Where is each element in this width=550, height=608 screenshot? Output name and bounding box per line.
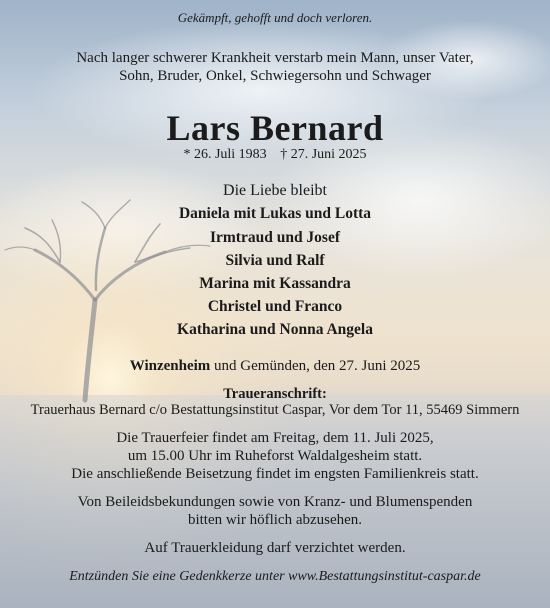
birth-date: * 26. Juli 1983 [183, 147, 267, 162]
mourning-address-title: Traueranschrift: [223, 386, 327, 402]
mourner: Christel und Franco [207, 298, 343, 315]
farewell-phrase: Die Liebe bleibt [223, 182, 327, 199]
memorial-candle-link[interactable]: Entzünden Sie eine Gedenkkerze unter www.Bestattungsinstitut-caspar.de [69, 569, 481, 584]
death-date: † 27. Juni 2025 [280, 147, 367, 162]
deceased-name: Lars Bernard [166, 108, 384, 148]
funeral-line: Die Trauerfeier findet am Freitag, dem 11. Juli 2025, [116, 430, 434, 446]
condolences-line: bitten wir höflich abzusehen. [187, 512, 363, 528]
intro-line: Nach langer schwerer Krankheit verstarb mein Mann, unser Vater, [76, 50, 474, 66]
mourner: Irmtraud und Josef [209, 229, 341, 246]
intro-line: Sohn, Bruder, Onkel, Schwiegersohn und Schwager [119, 68, 431, 84]
mourner: Daniela mit Lukas und Lotta [178, 205, 372, 222]
mourner: Katharina und Nonna Angela [177, 321, 373, 338]
life-dates [0, 147, 550, 163]
mourner: Silvia und Ralf [225, 252, 325, 269]
funeral-line: um 15.00 Uhr im Ruheforst Waldalgesheim statt. [127, 448, 423, 464]
condolences-line: Von Beileidsbekundungen sowie von Kranz- und Blumenspenden [77, 494, 473, 510]
funeral-line: Die anschließende Beisetzung findet im engsten Familienkreis statt. [71, 466, 479, 482]
motto: Gekämpft, gehofft und doch verloren. [177, 10, 373, 25]
place-name: Winzenheim [129, 358, 211, 374]
mourning-address: Trauerhaus Bernard c/o Bestattungsinstitut Caspar, Vor dem Tor 11, 55469 Simmern [30, 402, 520, 418]
place-date [0, 358, 550, 375]
mourner: Marina mit Kassandra [199, 275, 351, 292]
dress-note: Auf Trauerkleidung darf verzichtet werden. [144, 540, 406, 556]
place-date-rest: und Gemünden, den 27. Juni 2025 [210, 358, 421, 374]
